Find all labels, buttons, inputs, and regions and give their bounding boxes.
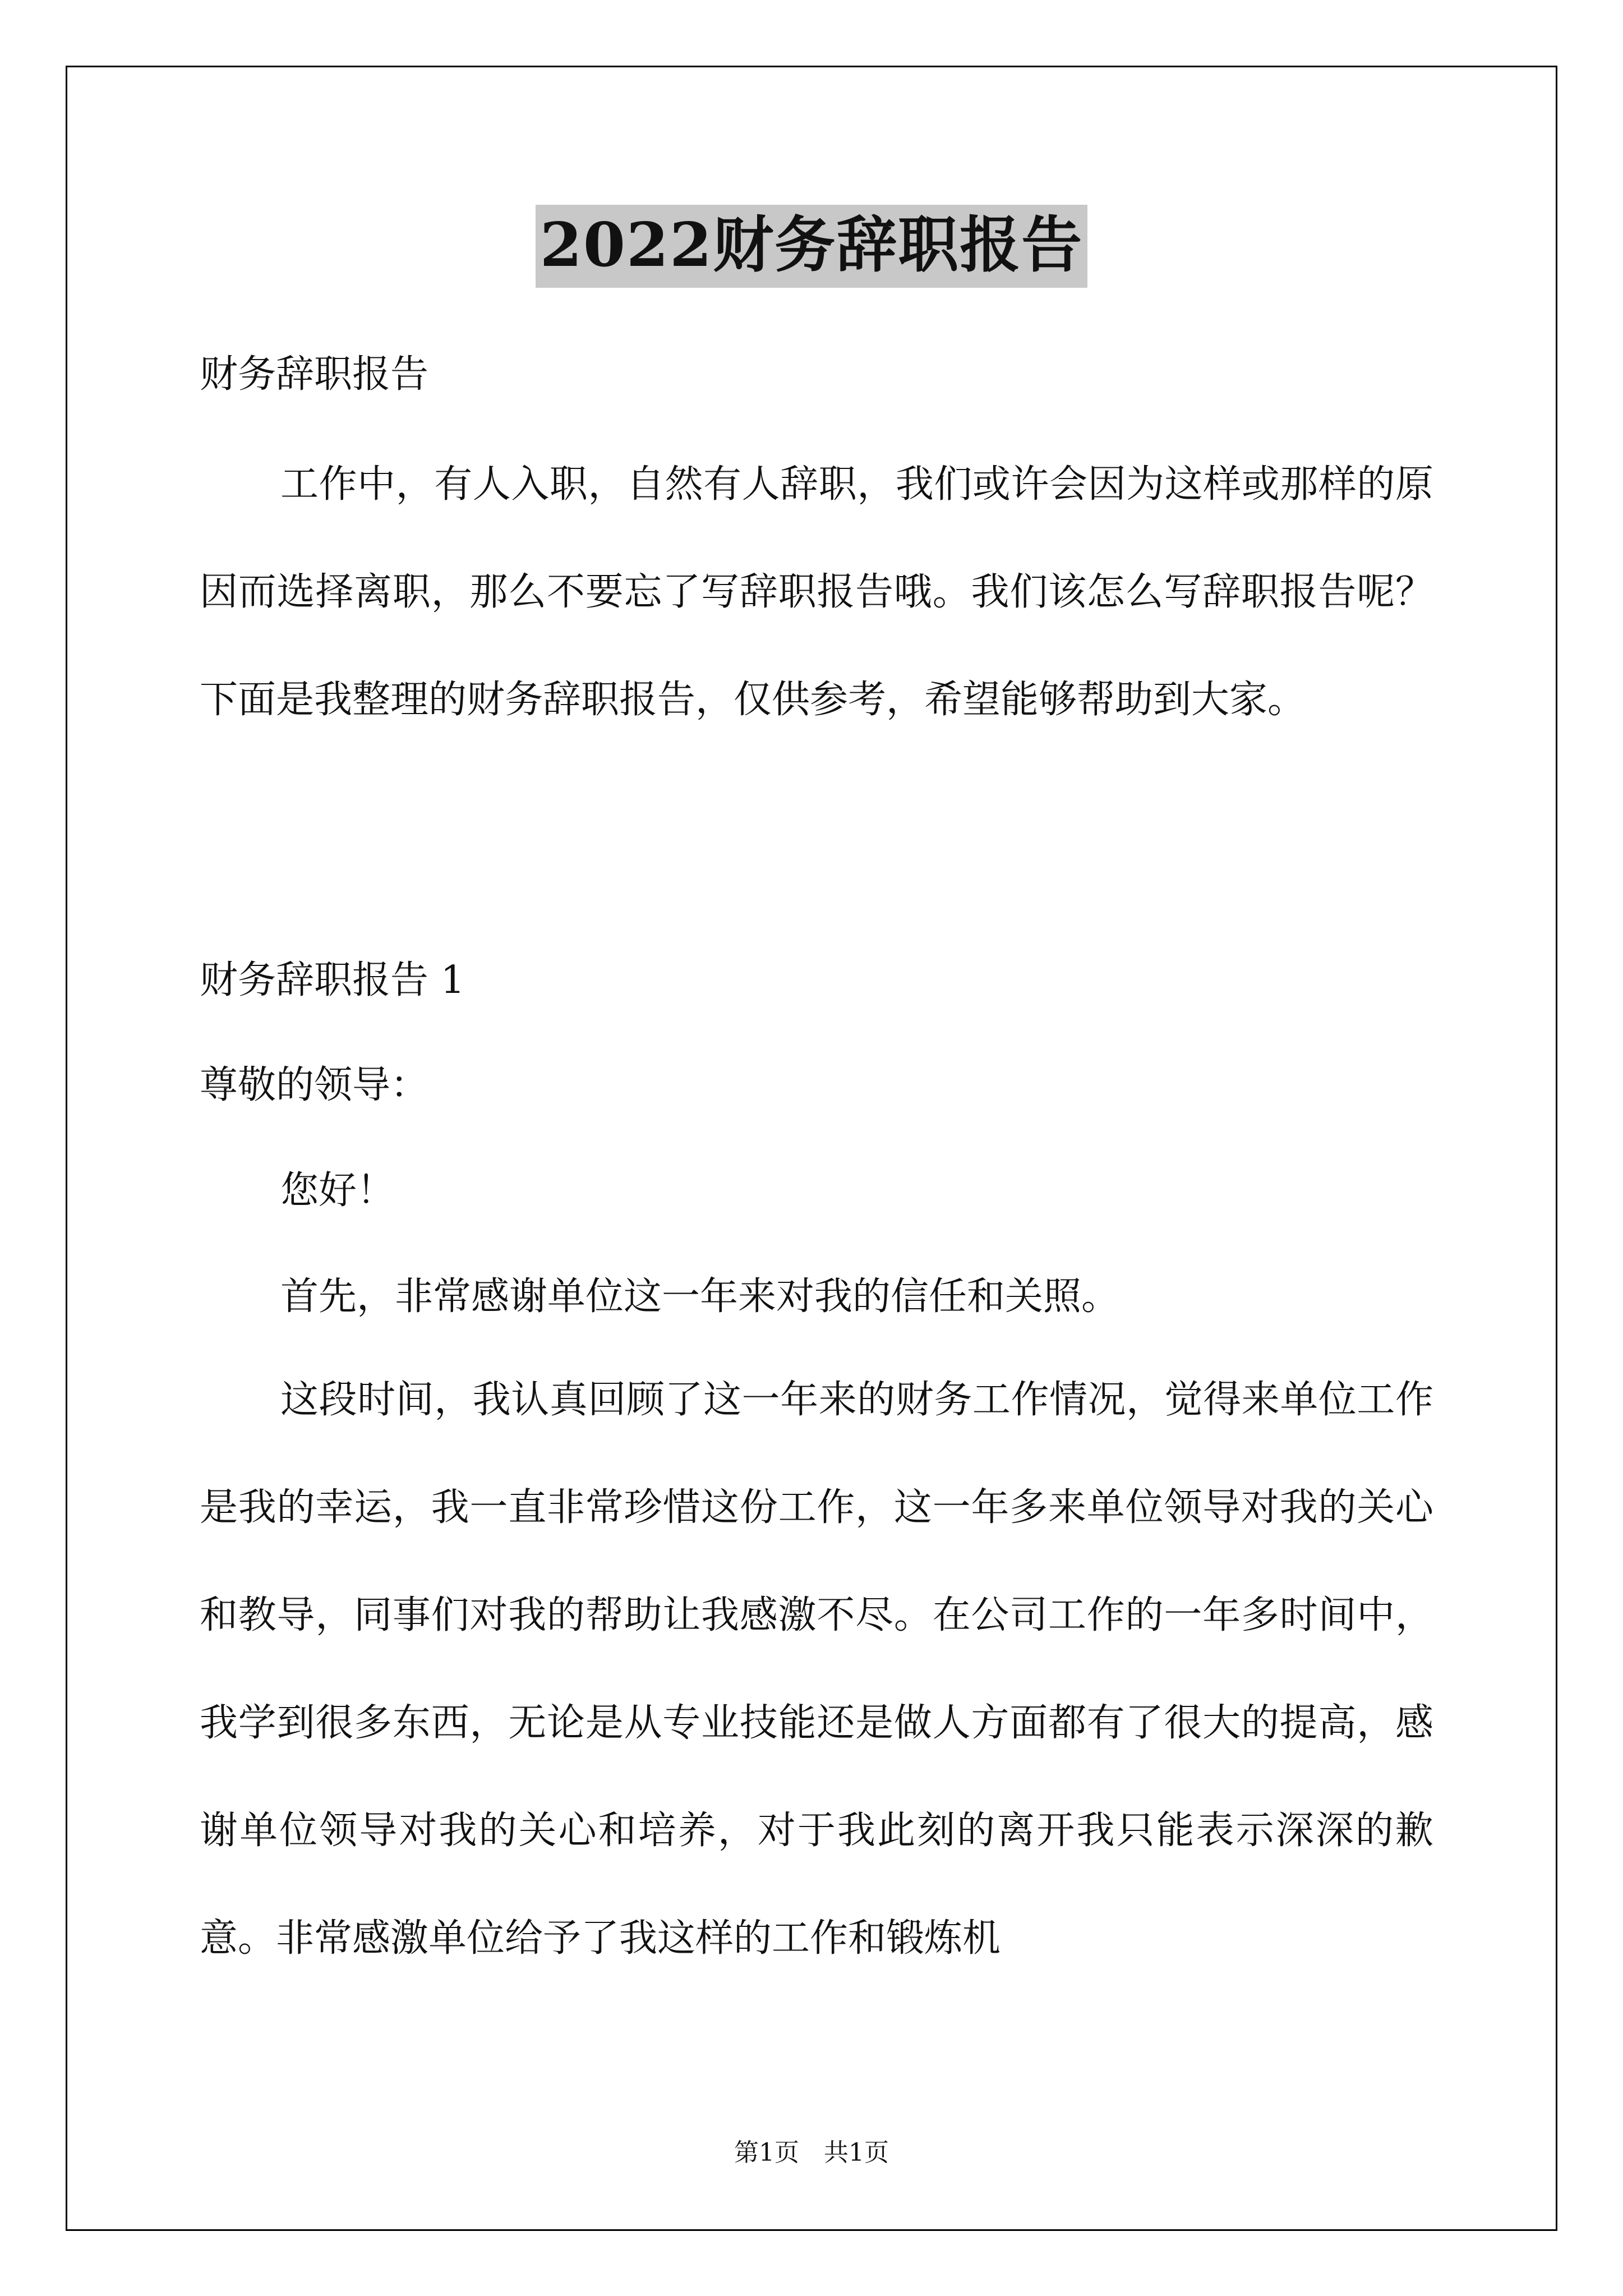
greeting: 您好！ xyxy=(280,1168,395,1213)
intro-paragraph: 工作中，有人入职，自然有人辞职，我们或许会因为这样或那样的原因而选择离职，那么不要忘了写辞职报告哦。我们该怎么写辞职报告呢？下面是我整理的财务辞职报告，仅供参考，希望能够帮助到大家。 xyxy=(200,462,1433,722)
section-heading: 财务辞职报告 1 xyxy=(200,958,465,1002)
paragraph-thanks: 首先，非常感谢单位这一年来对我的信任和关照。 xyxy=(280,1274,1120,1319)
salutation: 尊敬的领导： xyxy=(200,1063,429,1107)
document-title: 2022财务辞职报告 xyxy=(536,205,1088,288)
title-container xyxy=(0,205,1623,288)
paragraph-review: 这段时间，我认真回顾了这一年来的财务工作情况，觉得来单位工作是我的幸运，我一直非常珍惜这份工作，这一年多来单位领导对我的关心和教导，同事们对我的帮助让我感激不尽。在公司工作的一年多时间中，我学到很多东西，无论是从专业技能还是做人方面都有了很大的提高，感谢单位领导对我的关心和培养，对于我此刻的离开我只能表示深深的歉意。非常感激单位给予了我这样的工作和锻炼机 xyxy=(200,1378,1433,1961)
page-footer: 第1页 共1页 xyxy=(734,2138,889,2167)
intro-heading: 财务辞职报告 xyxy=(200,352,429,397)
